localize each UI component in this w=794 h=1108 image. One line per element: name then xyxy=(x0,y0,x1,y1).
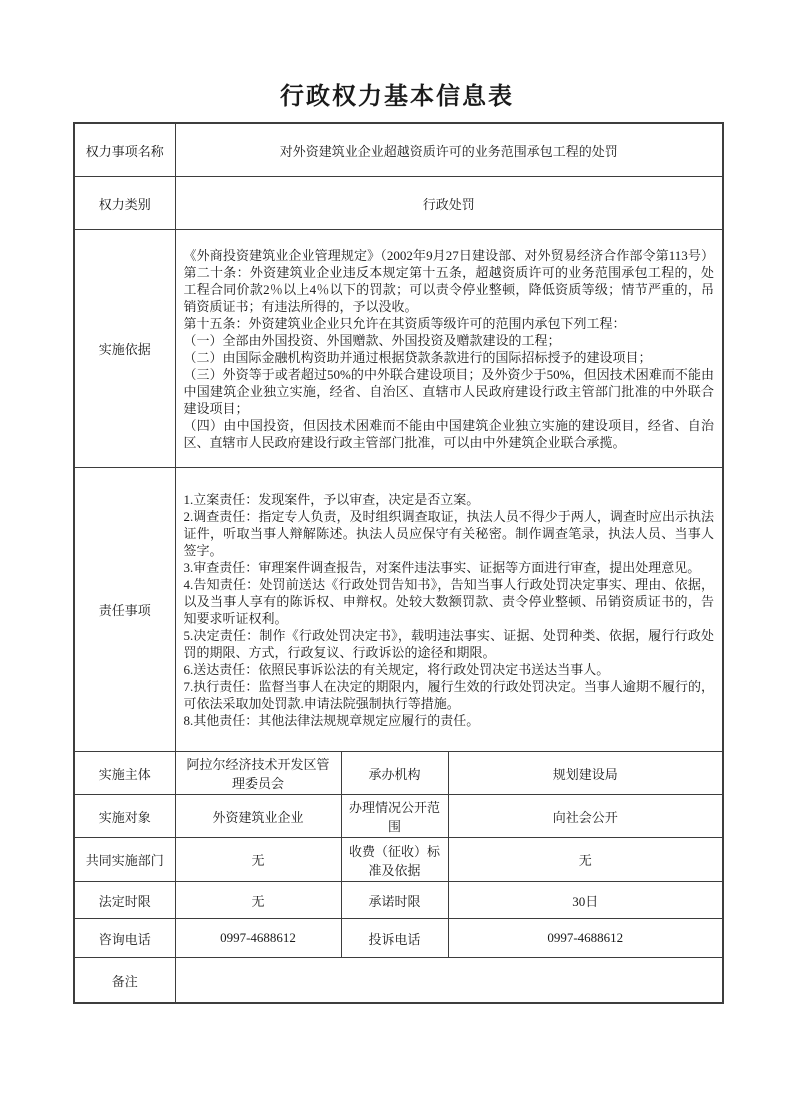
undertaking-agency-label: 承办机构 xyxy=(341,752,448,795)
power-name-label: 权力事项名称 xyxy=(74,123,175,177)
remarks-label: 备注 xyxy=(74,958,175,1004)
legal-basis-paragraph: 第十五条：外资建筑业企业只允许在其资质等级许可的范围内承包下列工程： xyxy=(183,315,626,331)
duty-item: 5.决定责任：制作《行政处罚决定书》，载明违法事实、证据、处罚种类、依据，履行行政处罚的期限、方式，行政复议、行政诉讼的途径和期限。 xyxy=(183,627,715,660)
info-table xyxy=(73,122,724,1004)
joint-implementation-dept-value: 无 xyxy=(175,838,341,882)
undertaking-agency-value: 规划建设局 xyxy=(448,752,723,795)
duty-item: 1.立案责任：发现案件，予以审查，决定是否立案。 xyxy=(183,491,480,507)
duty-item: 2.调查责任：指定专人负责，及时组织调查取证，执法人员不得少于两人，调查时应出示执法证件，听取当事人辩解陈述。执法人员应保守有关秘密。制作调查笔录，执法人员、当事人签字。 xyxy=(183,508,715,558)
power-category-value: 行政处罚 xyxy=(175,177,723,230)
statutory-time-limit-value: 无 xyxy=(175,882,341,919)
fee-standard-label: 收费（征收）标准及依据 xyxy=(341,838,448,882)
table-row xyxy=(74,919,723,958)
implementation-target-label: 实施对象 xyxy=(74,795,175,838)
promised-time-limit-value: 30日 xyxy=(448,882,723,919)
duty-item: 8.其他责任：其他法律法规规章规定应履行的责任。 xyxy=(183,712,480,728)
table-row xyxy=(74,882,723,919)
table-row xyxy=(74,838,723,882)
page-title: 行政权力基本信息表 xyxy=(280,84,514,110)
power-category-label: 权力类别 xyxy=(74,177,175,230)
consultation-phone-value: 0997-4688612 xyxy=(175,919,341,958)
implementing-body-label: 实施主体 xyxy=(74,752,175,795)
power-name-value: 对外资建筑业企业超越资质许可的业务范围承包工程的处罚 xyxy=(175,123,723,177)
duty-item: 6.送达责任：依照民事诉讼法的有关规定，将行政处罚决定书送达当事人。 xyxy=(183,661,610,677)
duty-item: 7.执行责任：监督当事人在决定的期限内，履行生效的行政处罚决定。当事人逾期不履行的，可依法采取加处罚款.申请法院强制执行等措施。 xyxy=(183,678,715,711)
remarks-value xyxy=(175,958,723,1004)
legal-basis-paragraph: 《外商投资建筑业企业管理规定》（2002年9月27日建设部、对外贸易经济合作部令第113号）第二十条：外资建筑业企业违反本规定第十五条，超越资质许可的业务范围承包工程的，处工程合同价款2％以上4％以下的罚款；可以责令停业整顿，降低资质等级；情节严重的，吊销资质证书；有违法所得的，予以没收。 xyxy=(183,247,715,314)
legal-basis-value xyxy=(175,230,723,468)
duties-label: 责任事项 xyxy=(74,468,175,752)
joint-implementation-dept-label: 共同实施部门 xyxy=(74,838,175,882)
table-row xyxy=(74,752,723,795)
statutory-time-limit-label: 法定时限 xyxy=(74,882,175,919)
legal-basis-paragraph: （一）全部由外国投资、外国赠款、外国投资及赠款建设的工程； xyxy=(183,332,561,348)
legal-basis-paragraph: （二）由国际金融机构资助并通过根据贷款条款进行的国际招标授予的建设项目； xyxy=(183,349,652,365)
implementing-body-value: 阿拉尔经济技术开发区管理委员会 xyxy=(175,752,341,795)
table-row xyxy=(74,958,723,1004)
table-row xyxy=(74,795,723,838)
duty-item: 4.告知责任：处罚前送达《行政处罚告知书》，告知当事人行政处罚决定事实、理由、依据，以及当事人享有的陈诉权、申辩权。处较大数额罚款、责令停业整顿、吊销资质证书的，告知要求听证权利。 xyxy=(183,576,715,626)
legal-basis-label: 实施依据 xyxy=(74,230,175,468)
duty-item: 3.审查责任：审理案件调查报告，对案件违法事实、证据等方面进行审查，提出处理意见。 xyxy=(183,559,701,575)
table-row xyxy=(74,123,723,177)
fee-standard-value: 无 xyxy=(448,838,723,882)
implementation-target-value: 外资建筑业企业 xyxy=(175,795,341,838)
table-row xyxy=(74,230,723,468)
legal-basis-paragraph: （四）由中国投资，但因技术困难而不能由中国建筑企业独立实施的建设项目，经省、自治区、直辖市人民政府建设行政主管部门批准，可以由中外建筑企业联合承揽。 xyxy=(183,417,715,450)
duties-value xyxy=(175,468,723,752)
disclosure-scope-label: 办理情况公开范围 xyxy=(341,795,448,838)
promised-time-limit-label: 承诺时限 xyxy=(341,882,448,919)
table-row xyxy=(74,468,723,752)
disclosure-scope-value: 向社会公开 xyxy=(448,795,723,838)
legal-basis-paragraph: （三）外资等于或者超过50%的中外联合建设项目；及外资少于50%，但因技术困难而不能由中国建筑企业独立实施，经省、自治区、直辖市人民政府建设行政主管部门批准的中外联合建设项目； xyxy=(183,366,715,416)
table-row xyxy=(74,177,723,230)
complaint-phone-label: 投诉电话 xyxy=(341,919,448,958)
complaint-phone-value: 0997-4688612 xyxy=(448,919,723,958)
consultation-phone-label: 咨询电话 xyxy=(74,919,175,958)
